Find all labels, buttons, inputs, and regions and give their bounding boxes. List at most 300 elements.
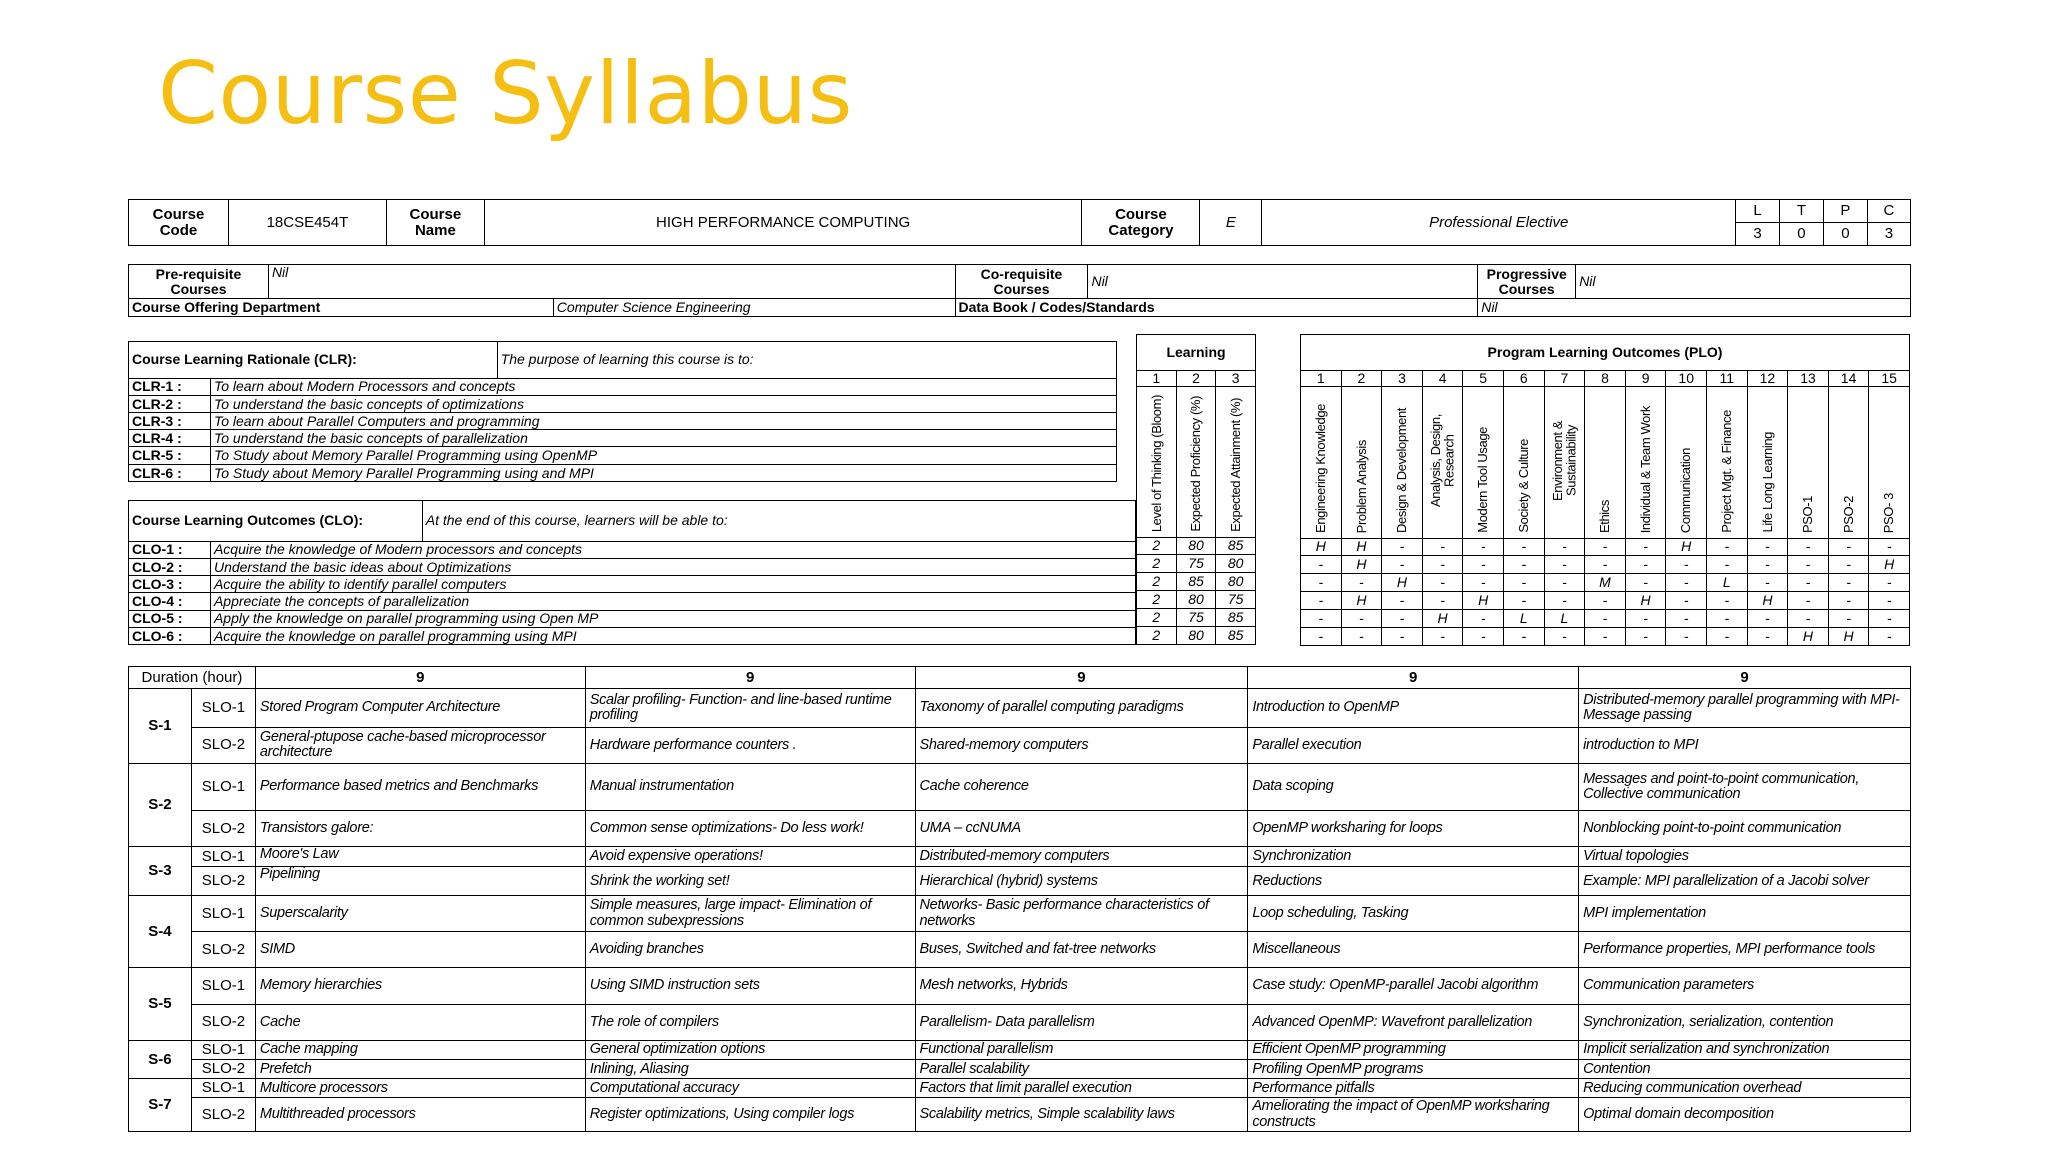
- topic-cell: Advanced OpenMP: Wavefront parallelization: [1248, 1004, 1579, 1040]
- plo-cell: L: [1544, 609, 1585, 627]
- plo-cell: -: [1747, 609, 1788, 627]
- plo-cell: -: [1788, 591, 1829, 609]
- plo-cell: -: [1869, 627, 1910, 645]
- plo-cell: -: [1504, 573, 1545, 591]
- databook-label: Data Book / Codes/Standards: [955, 299, 1478, 317]
- topic-cell: Ameliorating the impact of OpenMP worksharing constructs: [1248, 1098, 1579, 1132]
- plo-cell: H: [1666, 538, 1707, 555]
- duration-value: 9: [255, 667, 585, 689]
- topic-cell: Loop scheduling, Tasking: [1248, 896, 1579, 932]
- course-header-table: [128, 199, 1911, 246]
- plo-column-number: 13: [1788, 371, 1829, 387]
- slo-label: SLO-2: [191, 867, 255, 896]
- plo-heading: Program Learning Outcomes (PLO): [1301, 335, 1910, 371]
- plo-cell: H: [1869, 555, 1910, 573]
- clr-code: CLR-3 :: [129, 412, 211, 429]
- plo-cell: -: [1747, 573, 1788, 591]
- plo-cell: -: [1544, 538, 1585, 555]
- topic-cell: UMA – ccNUMA: [915, 810, 1248, 846]
- plo-column-header: PSO-1: [1788, 387, 1829, 539]
- plo-cell: -: [1341, 609, 1382, 627]
- slo-label: SLO-1: [191, 896, 255, 932]
- topic-cell: Manual instrumentation: [585, 763, 915, 810]
- plo-column-number: 7: [1544, 371, 1585, 387]
- topic-cell: Introduction to OpenMP: [1248, 689, 1579, 727]
- session-label: S-3: [129, 847, 192, 896]
- topic-cell: Factors that limit parallel execution: [915, 1079, 1248, 1098]
- topic-cell: Cache coherence: [915, 763, 1248, 810]
- topic-cell: Shared-memory computers: [915, 727, 1248, 763]
- plo-column-number: 6: [1504, 371, 1545, 387]
- topic-cell: Computational accuracy: [585, 1079, 915, 1098]
- plo-cell: -: [1544, 555, 1585, 573]
- plo-cell: -: [1869, 591, 1910, 609]
- plo-cell: H: [1341, 538, 1382, 555]
- plo-cell: -: [1422, 573, 1463, 591]
- slo-label: SLO-1: [191, 763, 255, 810]
- plo-cell: M: [1585, 573, 1626, 591]
- topic-cell: Parallelism- Data parallelism: [915, 1004, 1248, 1040]
- plo-cell: -: [1585, 627, 1626, 645]
- clr-text: To understand the basic concepts of optimizations: [210, 395, 1116, 412]
- topic-cell: Reductions: [1248, 867, 1579, 896]
- clr-code: CLR-5 :: [129, 447, 211, 464]
- learning-cell: 75: [1216, 590, 1256, 608]
- plo-column-number: 4: [1422, 371, 1463, 387]
- learning-column-header: Expected Proficiency (%): [1176, 387, 1216, 537]
- clo-table: [128, 500, 1136, 645]
- session-label: S-4: [129, 896, 192, 968]
- learning-cell: 2: [1137, 626, 1177, 644]
- plo-cell: H: [1747, 591, 1788, 609]
- clo-code: CLO-5 :: [129, 610, 211, 627]
- plo-cell: H: [1828, 627, 1869, 645]
- category-code: E: [1200, 200, 1262, 246]
- plo-column-header: PSO-2: [1828, 387, 1869, 539]
- topic-cell: Inlining, Aliasing: [585, 1060, 915, 1079]
- department-value: Computer Science Engineering: [553, 299, 955, 317]
- topic-cell: OpenMP worksharing for loops: [1248, 810, 1579, 846]
- clr-text: To Study about Memory Parallel Programming using and MPI: [210, 464, 1116, 481]
- topic-cell: Hierarchical (hybrid) systems: [915, 867, 1248, 896]
- topic-cell: Performance based metrics and Benchmarks: [255, 763, 585, 810]
- topic-cell: Synchronization: [1248, 847, 1579, 867]
- learning-cell: 2: [1137, 554, 1177, 572]
- topic-cell: Virtual topologies: [1579, 847, 1911, 867]
- topic-cell: Avoid expensive operations!: [585, 847, 915, 867]
- plo-column-header: Analysis, Design, Research: [1422, 387, 1463, 539]
- topic-cell: Stored Program Computer Architecture: [255, 689, 585, 727]
- topic-cell: Example: MPI parallelization of a Jacobi solver: [1579, 867, 1911, 896]
- plo-column-header: Design & Development: [1382, 387, 1423, 539]
- learning-cell: 80: [1176, 626, 1216, 644]
- plo-cell: H: [1625, 591, 1666, 609]
- plo-cell: H: [1422, 609, 1463, 627]
- topic-cell: Taxonomy of parallel computing paradigms: [915, 689, 1248, 727]
- session-table: [128, 666, 1911, 1132]
- plo-column-header: PSO- 3: [1869, 387, 1910, 539]
- plo-column-number: 12: [1747, 371, 1788, 387]
- ltpc-label: T: [1779, 200, 1823, 223]
- topic-cell: Buses, Switched and fat-tree networks: [915, 932, 1248, 968]
- progressive-value: Nil: [1576, 265, 1911, 299]
- topic-cell: General optimization options: [585, 1040, 915, 1059]
- ltpc-value: 0: [1823, 223, 1867, 246]
- learning-cell: 80: [1216, 554, 1256, 572]
- clr-text: To Study about Memory Parallel Programming using OpenMP: [210, 447, 1116, 464]
- topic-cell: Common sense optimizations- Do less work!: [585, 810, 915, 846]
- plo-column-header: Society & Culture: [1504, 387, 1545, 539]
- plo-column-header: Problem Analysis: [1341, 387, 1382, 539]
- duration-value: 9: [915, 667, 1248, 689]
- clr-code: CLR-4 :: [129, 430, 211, 447]
- plo-table: [1300, 334, 1910, 646]
- corequisite-value: Nil: [1088, 265, 1478, 299]
- course-code: 18CSE454T: [228, 200, 386, 246]
- topic-cell: SIMD: [255, 932, 585, 968]
- databook-value: Nil: [1478, 299, 1911, 317]
- plo-cell: -: [1544, 627, 1585, 645]
- plo-cell: -: [1585, 609, 1626, 627]
- plo-cell: -: [1747, 555, 1788, 573]
- clo-heading: Course Learning Outcomes (CLO):: [129, 501, 423, 542]
- topic-cell: Performance pitfalls: [1248, 1079, 1579, 1098]
- topic-cell: Scalability metrics, Simple scalability laws: [915, 1098, 1248, 1132]
- slo-label: SLO-2: [191, 727, 255, 763]
- plo-cell: -: [1382, 555, 1423, 573]
- topic-cell: Messages and point-to-point communication, Collective communication: [1579, 763, 1911, 810]
- plo-cell: -: [1504, 627, 1545, 645]
- topic-cell: Case study: OpenMP-parallel Jacobi algorithm: [1248, 968, 1579, 1004]
- plo-cell: -: [1301, 627, 1342, 645]
- plo-cell: -: [1869, 538, 1910, 555]
- plo-column-header: Environment & Sustainability: [1544, 387, 1585, 539]
- topic-cell: General-ptupose cache-based microprocessor architecture: [255, 727, 585, 763]
- plo-cell: -: [1788, 538, 1829, 555]
- topic-cell: MPI implementation: [1579, 896, 1911, 932]
- plo-cell: -: [1828, 591, 1869, 609]
- ltpc-value: 3: [1736, 223, 1780, 246]
- clr-heading: Course Learning Rationale (CLR):: [129, 342, 498, 379]
- duration-value: 9: [1579, 667, 1911, 689]
- duration-value: 9: [585, 667, 915, 689]
- topic-cell: Cache mapping: [255, 1040, 585, 1059]
- plo-cell: H: [1301, 538, 1342, 555]
- plo-cell: -: [1422, 627, 1463, 645]
- ltpc-value: 0: [1779, 223, 1823, 246]
- plo-cell: -: [1625, 555, 1666, 573]
- progressive-label: Progressive Courses: [1478, 265, 1576, 299]
- session-label: S-2: [129, 763, 192, 846]
- plo-cell: -: [1544, 591, 1585, 609]
- learning-cell: 75: [1176, 554, 1216, 572]
- clo-text: Acquire the ability to identify parallel computers: [210, 576, 1135, 593]
- plo-column-number: 8: [1585, 371, 1626, 387]
- learning-cell: 80: [1176, 590, 1216, 608]
- plo-cell: -: [1788, 609, 1829, 627]
- learning-cell: 85: [1216, 608, 1256, 626]
- clo-text: Acquire the knowledge of Modern processors and concepts: [210, 541, 1135, 558]
- clr-text: To learn about Parallel Computers and programming: [210, 412, 1116, 429]
- plo-cell: -: [1707, 555, 1748, 573]
- plo-cell: -: [1585, 555, 1626, 573]
- plo-cell: -: [1788, 555, 1829, 573]
- topic-cell: The role of compilers: [585, 1004, 915, 1040]
- topic-cell: Efficient OpenMP programming: [1248, 1040, 1579, 1059]
- plo-cell: -: [1382, 627, 1423, 645]
- plo-cell: -: [1463, 538, 1504, 555]
- plo-cell: -: [1463, 573, 1504, 591]
- slo-label: SLO-1: [191, 847, 255, 867]
- plo-cell: -: [1504, 538, 1545, 555]
- plo-cell: -: [1504, 555, 1545, 573]
- plo-column-header: Modern Tool Usage: [1463, 387, 1504, 539]
- plo-cell: -: [1382, 609, 1423, 627]
- plo-cell: -: [1382, 591, 1423, 609]
- plo-cell: -: [1666, 591, 1707, 609]
- clr-code: CLR-1 :: [129, 378, 211, 395]
- topic-cell: Communication parameters: [1579, 968, 1911, 1004]
- learning-cell: 85: [1176, 572, 1216, 590]
- department-label: Course Offering Department: [129, 299, 554, 317]
- slo-label: SLO-1: [191, 689, 255, 727]
- topic-cell: Moore's Law: [255, 847, 585, 867]
- clr-table: [128, 341, 1117, 482]
- prerequisite-label: Pre-requisite Courses: [129, 265, 269, 299]
- topic-cell: Distributed-memory computers: [915, 847, 1248, 867]
- learning-column-header: Expected Attainment (%): [1216, 387, 1256, 537]
- plo-cell: -: [1666, 555, 1707, 573]
- topic-cell: Multithreaded processors: [255, 1098, 585, 1132]
- learning-column-header: Level of Thinking (Bloom): [1137, 387, 1177, 537]
- topic-cell: Miscellaneous: [1248, 932, 1579, 968]
- course-name: HIGH PERFORMANCE COMPUTING: [484, 200, 1082, 246]
- plo-cell: -: [1422, 538, 1463, 555]
- plo-cell: -: [1666, 573, 1707, 591]
- plo-column-header: Individual & Team Work: [1625, 387, 1666, 539]
- slide-title: Course Syllabus: [158, 44, 853, 144]
- topic-cell: Implicit serialization and synchronization: [1579, 1040, 1911, 1059]
- topic-cell: Networks- Basic performance characteristics of networks: [915, 896, 1248, 932]
- topic-cell: Contention: [1579, 1060, 1911, 1079]
- plo-column-number: 10: [1666, 371, 1707, 387]
- topic-cell: Multicore processors: [255, 1079, 585, 1098]
- course-code-label: Course Code: [129, 200, 229, 246]
- session-label: S-6: [129, 1040, 192, 1078]
- slo-label: SLO-2: [191, 1004, 255, 1040]
- plo-cell: -: [1422, 591, 1463, 609]
- plo-cell: -: [1869, 573, 1910, 591]
- learning-column-number: 1: [1137, 371, 1177, 387]
- clo-text: Appreciate the concepts of parallelization: [210, 593, 1135, 610]
- clr-intro: The purpose of learning this course is to:: [497, 342, 1116, 379]
- plo-cell: -: [1585, 591, 1626, 609]
- plo-column-number: 14: [1828, 371, 1869, 387]
- topic-cell: Reducing communication overhead: [1579, 1079, 1911, 1098]
- ltpc-label: L: [1736, 200, 1780, 223]
- plo-cell: -: [1625, 538, 1666, 555]
- course-category-label: Course Category: [1082, 200, 1200, 246]
- topic-cell: Using SIMD instruction sets: [585, 968, 915, 1004]
- clo-code: CLO-2 :: [129, 558, 211, 575]
- topic-cell: Simple measures, large impact- Elimination of common subexpressions: [585, 896, 915, 932]
- prerequisite-table: [128, 264, 1911, 317]
- plo-cell: -: [1422, 555, 1463, 573]
- plo-cell: L: [1504, 609, 1545, 627]
- plo-column-header: Engineering Knowledge: [1301, 387, 1342, 539]
- clo-text: Acquire the knowledge on parallel programming using MPI: [210, 627, 1135, 644]
- plo-cell: -: [1301, 591, 1342, 609]
- prerequisite-value: Nil: [268, 265, 955, 299]
- plo-cell: -: [1301, 555, 1342, 573]
- topic-cell: introduction to MPI: [1579, 727, 1911, 763]
- clr-text: To learn about Modern Processors and concepts: [210, 378, 1116, 395]
- topic-cell: Optimal domain decomposition: [1579, 1098, 1911, 1132]
- clo-intro: At the end of this course, learners will be able to:: [422, 501, 1135, 542]
- topic-cell: Distributed-memory parallel programming with MPI- Message passing: [1579, 689, 1911, 727]
- topic-cell: Pipelining: [255, 867, 585, 896]
- plo-cell: -: [1544, 573, 1585, 591]
- topic-cell: Nonblocking point-to-point communication: [1579, 810, 1911, 846]
- topic-cell: Synchronization, serialization, contention: [1579, 1004, 1911, 1040]
- topic-cell: Functional parallelism: [915, 1040, 1248, 1059]
- topic-cell: Shrink the working set!: [585, 867, 915, 896]
- topic-cell: Superscalarity: [255, 896, 585, 932]
- learning-cell: 80: [1176, 537, 1216, 554]
- clo-code: CLO-1 :: [129, 541, 211, 558]
- plo-column-number: 1: [1301, 371, 1342, 387]
- topic-cell: Transistors galore:: [255, 810, 585, 846]
- ltpc-label: P: [1823, 200, 1867, 223]
- topic-cell: Parallel scalability: [915, 1060, 1248, 1079]
- plo-cell: -: [1707, 609, 1748, 627]
- topic-cell: Hardware performance counters .: [585, 727, 915, 763]
- learning-cell: 2: [1137, 608, 1177, 626]
- plo-cell: L: [1707, 573, 1748, 591]
- plo-column-header: Communication: [1666, 387, 1707, 539]
- duration-label: Duration (hour): [129, 667, 256, 689]
- session-label: S-7: [129, 1079, 192, 1132]
- slo-label: SLO-2: [191, 810, 255, 846]
- clo-text: Understand the basic ideas about Optimizations: [210, 558, 1135, 575]
- learning-cell: 80: [1216, 572, 1256, 590]
- plo-cell: -: [1828, 555, 1869, 573]
- plo-cell: -: [1707, 627, 1748, 645]
- plo-cell: H: [1463, 591, 1504, 609]
- plo-cell: -: [1666, 627, 1707, 645]
- plo-cell: -: [1341, 627, 1382, 645]
- plo-cell: -: [1828, 573, 1869, 591]
- plo-cell: -: [1707, 538, 1748, 555]
- plo-cell: -: [1625, 609, 1666, 627]
- session-label: S-5: [129, 968, 192, 1040]
- topic-cell: Memory hierarchies: [255, 968, 585, 1004]
- plo-column-number: 5: [1463, 371, 1504, 387]
- plo-cell: -: [1869, 609, 1910, 627]
- topic-cell: Scalar profiling- Function- and line-based runtime profiling: [585, 689, 915, 727]
- plo-cell: -: [1341, 573, 1382, 591]
- learning-column-number: 3: [1216, 371, 1256, 387]
- clo-text: Apply the knowledge on parallel programming using Open MP: [210, 610, 1135, 627]
- slo-label: SLO-2: [191, 1098, 255, 1132]
- plo-cell: H: [1788, 627, 1829, 645]
- topic-cell: Register optimizations, Using compiler logs: [585, 1098, 915, 1132]
- learning-column-number: 2: [1176, 371, 1216, 387]
- plo-cell: -: [1625, 573, 1666, 591]
- learning-cell: 2: [1137, 572, 1177, 590]
- category-name: Professional Elective: [1262, 200, 1736, 246]
- duration-value: 9: [1248, 667, 1579, 689]
- ltpc-label: C: [1867, 200, 1910, 223]
- plo-cell: -: [1828, 538, 1869, 555]
- plo-column-number: 9: [1625, 371, 1666, 387]
- learning-heading: Learning: [1137, 335, 1256, 371]
- plo-cell: H: [1341, 555, 1382, 573]
- plo-cell: H: [1341, 591, 1382, 609]
- clo-code: CLO-4 :: [129, 593, 211, 610]
- learning-cell: 85: [1216, 537, 1256, 554]
- plo-cell: -: [1747, 538, 1788, 555]
- plo-cell: -: [1463, 609, 1504, 627]
- learning-cell: 85: [1216, 626, 1256, 644]
- plo-cell: -: [1382, 538, 1423, 555]
- plo-column-number: 15: [1869, 371, 1910, 387]
- course-name-label: Course Name: [386, 200, 484, 246]
- slo-label: SLO-2: [191, 1060, 255, 1079]
- plo-cell: -: [1666, 609, 1707, 627]
- topic-cell: Prefetch: [255, 1060, 585, 1079]
- plo-column-header: Ethics: [1585, 387, 1626, 539]
- topic-cell: Cache: [255, 1004, 585, 1040]
- learning-table: [1136, 334, 1256, 645]
- topic-cell: Avoiding branches: [585, 932, 915, 968]
- plo-column-number: 11: [1707, 371, 1748, 387]
- topic-cell: Profiling OpenMP programs: [1248, 1060, 1579, 1079]
- clr-code: CLR-6 :: [129, 464, 211, 481]
- learning-cell: 2: [1137, 537, 1177, 554]
- plo-column-header: Project Mgt. & Finance: [1707, 387, 1748, 539]
- clr-code: CLR-2 :: [129, 395, 211, 412]
- slo-label: SLO-1: [191, 1079, 255, 1098]
- session-label: S-1: [129, 689, 192, 764]
- learning-cell: 2: [1137, 590, 1177, 608]
- clo-code: CLO-6 :: [129, 627, 211, 644]
- plo-cell: -: [1707, 591, 1748, 609]
- plo-cell: -: [1463, 555, 1504, 573]
- plo-column-number: 3: [1382, 371, 1423, 387]
- slo-label: SLO-1: [191, 1040, 255, 1059]
- plo-cell: -: [1463, 627, 1504, 645]
- plo-cell: -: [1625, 627, 1666, 645]
- slo-label: SLO-2: [191, 932, 255, 968]
- clr-text: To understand the basic concepts of parallelization: [210, 430, 1116, 447]
- ltpc-value: 3: [1867, 223, 1910, 246]
- slo-label: SLO-1: [191, 968, 255, 1004]
- topic-cell: Performance properties, MPI performance tools: [1579, 932, 1911, 968]
- topic-cell: Parallel execution: [1248, 727, 1579, 763]
- plo-column-number: 2: [1341, 371, 1382, 387]
- plo-cell: -: [1747, 627, 1788, 645]
- learning-cell: 75: [1176, 608, 1216, 626]
- topic-cell: Mesh networks, Hybrids: [915, 968, 1248, 1004]
- corequisite-label: Co-requisite Courses: [955, 265, 1088, 299]
- plo-cell: -: [1301, 573, 1342, 591]
- clo-code: CLO-3 :: [129, 576, 211, 593]
- plo-cell: -: [1828, 609, 1869, 627]
- plo-cell: -: [1504, 591, 1545, 609]
- plo-cell: H: [1382, 573, 1423, 591]
- plo-cell: -: [1301, 609, 1342, 627]
